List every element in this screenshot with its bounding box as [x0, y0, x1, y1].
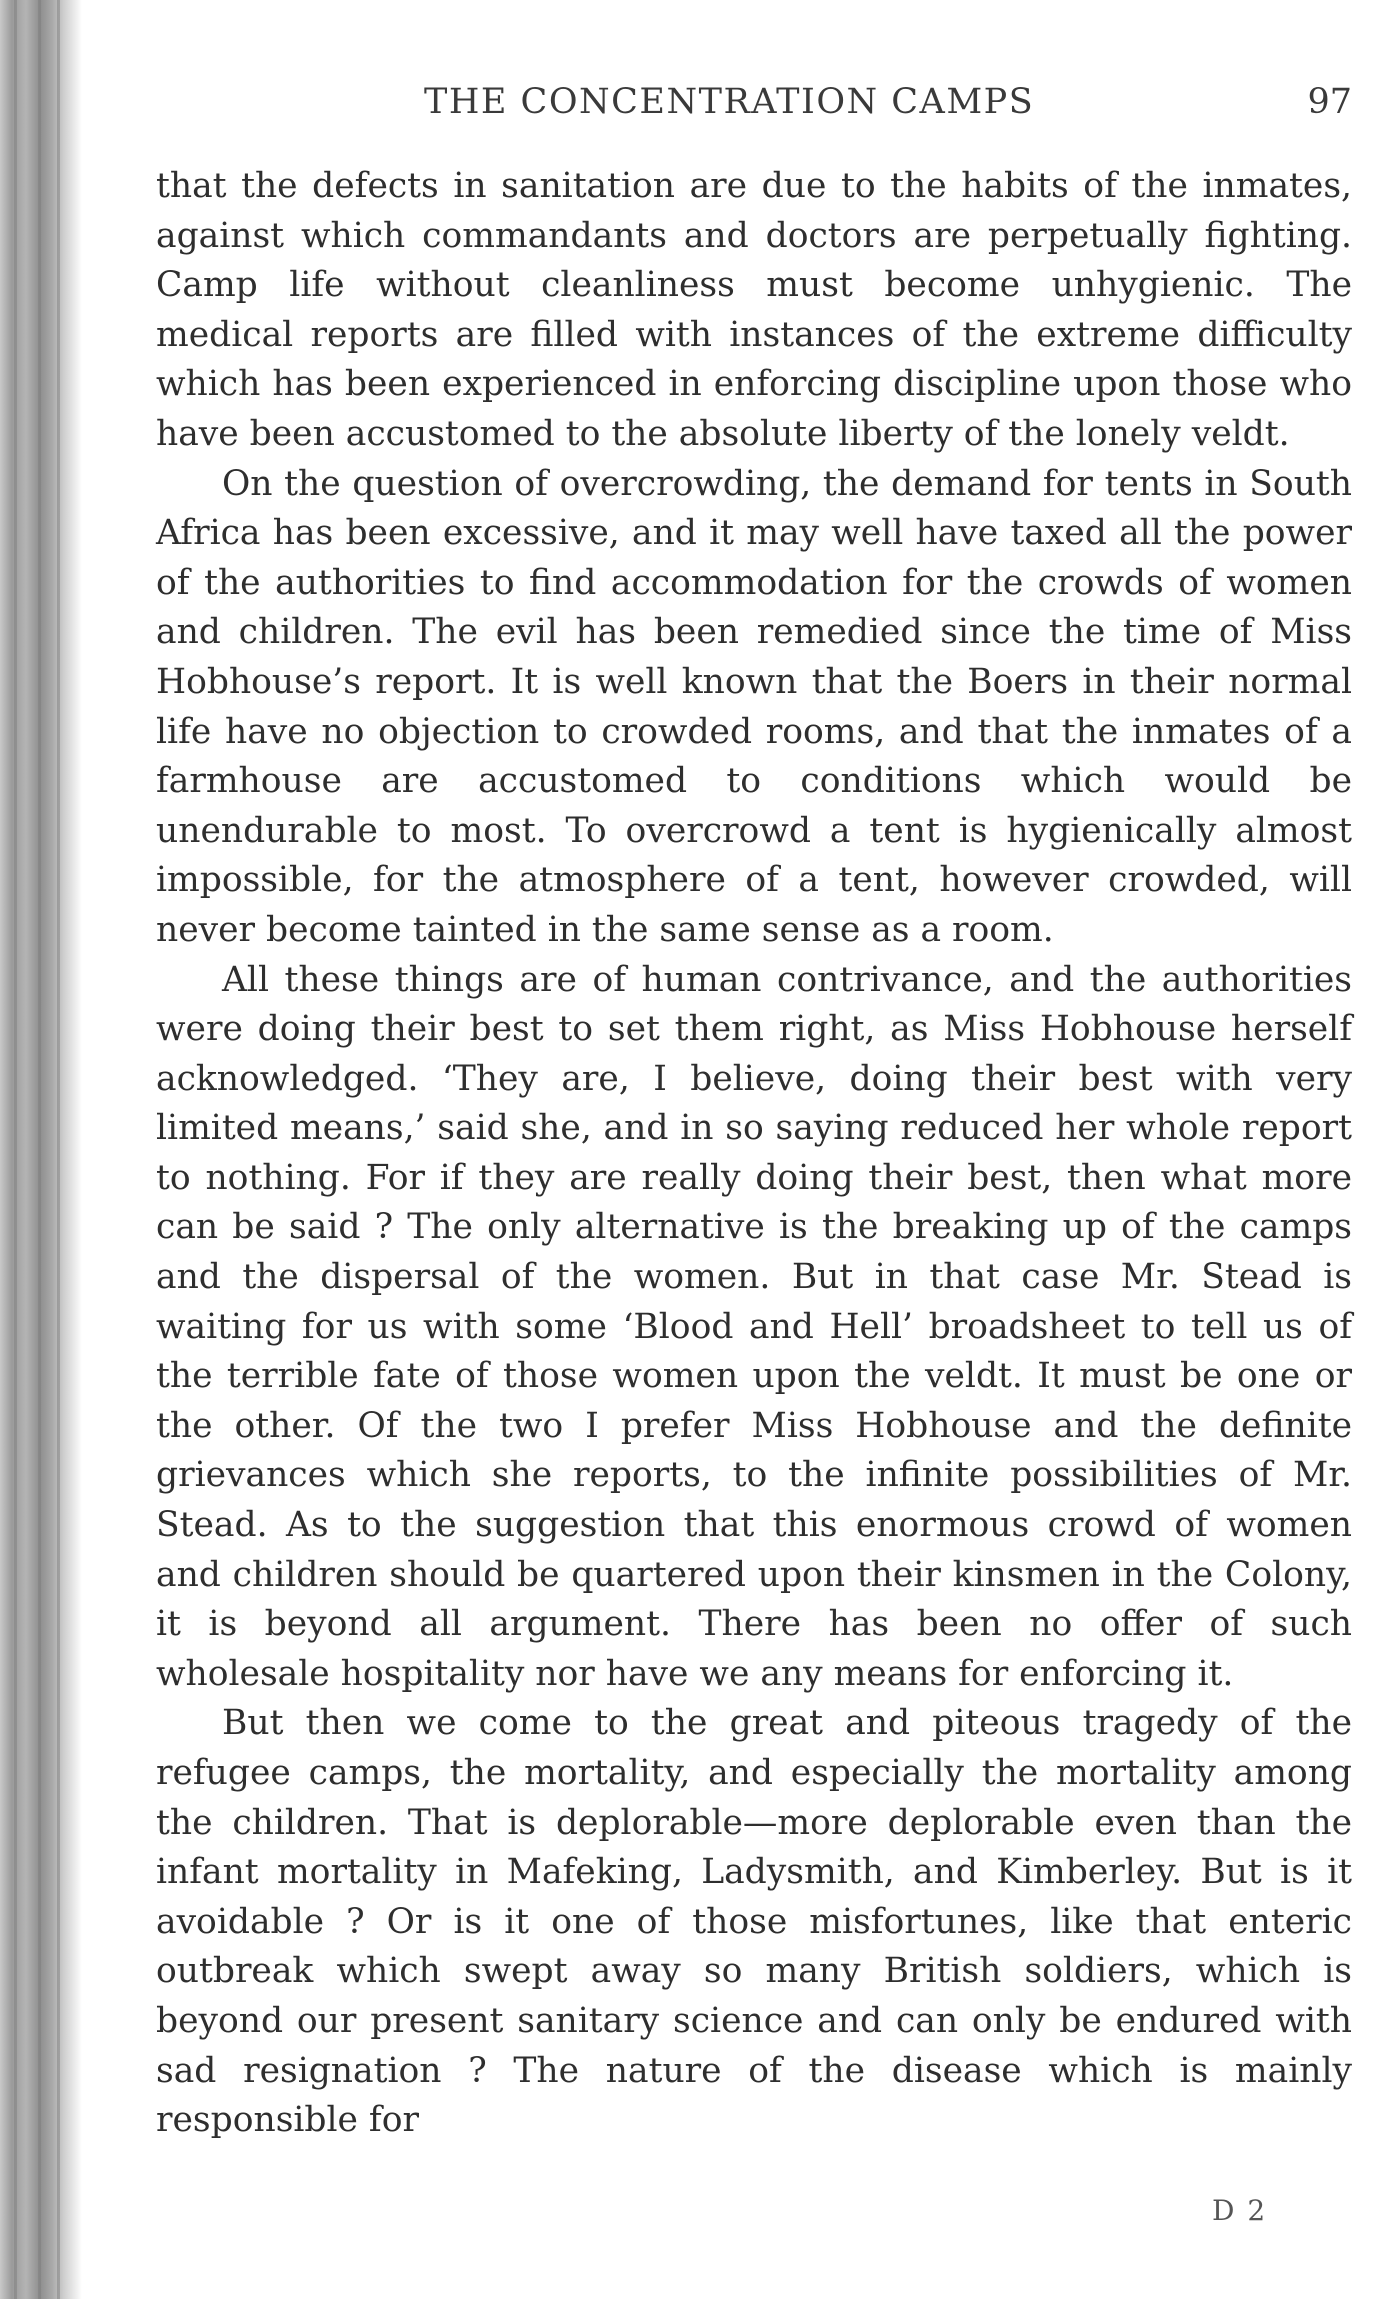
- paragraph: But then we come to the great and piteous tragedy of the refugee camps, the mortality, and especially the mortality among the children. That is deplorable—more deplorable even than the infant mortality in Mafeking, Ladysmith, and Kimberley. But is it avoidable ? Or is it one of those misfortunes, like that enteric outbreak which swept away so many British soldiers, which is beyond our present sanitary science and can only be endured with sad resignation ? The nature of the disease which is mainly responsible for: [156, 1703, 1352, 2141]
- gutter-streak: [38, 0, 41, 2299]
- gutter-streak: [14, 0, 17, 2299]
- paragraph: On the question of overcrowding, the demand for tents in South Africa has been excessive, and it may well have taxed all the power of the authorities to find accommodation for the crowds of women and children. The evil has been remedied since the time of Miss Hobhouse’s report. It is well known that the Boers in their normal life have no objection to crowded rooms, and that the inmates of a farmhouse are accustomed to conditions which would be unendurable to most. To overcrowd a tent is hygienically almost impossible, for the atmosphere of a tent, however crowded, will never become tainted in the same sense as a room.: [156, 463, 1352, 950]
- running-title: THE CONCENTRATION CAMPS: [424, 82, 1035, 122]
- paragraph: that the defects in sanitation are due to the habits of the inmates, against which commandants and doctors are perpetually fighting. Camp life without cleanliness must become unhygienic. The medical reports are filled with instances of the extreme difficulty which has been experienced in enforcing discipline upon those who have been accustomed to the absolute liberty of the lonely veldt.: [156, 166, 1352, 454]
- paragraph: All these things are of human contrivance, and the authorities were doing their best to set them right, as Miss Hobhouse herself acknowledged. ‘They are, I believe, doing their best with very limited means,’ said she, and in so saying reduced her whole report to nothing. For if they are really doing their best, then what more can be said ? The only alternative is the breaking up of the camps and the dispersal of the women. But in that case Mr. Stead is waiting for us with some ‘Blood and Hell’ broadsheet to tell us of the terrible fate of those women upon the veldt. It must be one or the other. Of the two I prefer Miss Hobhouse and the definite grievances which she reports, to the infinite possibilities of Mr. Stead. As to the suggestion that this enormous crowd of women and children should be quartered upon their kinsmen in the Colony, it is beyond all argument. There has been no offer of such wholesale hospitality nor have we any means for enforcing it.: [156, 959, 1352, 1694]
- page-header: [156, 82, 1352, 126]
- signature-mark: D 2: [1212, 2194, 1268, 2227]
- body-text: [156, 162, 1352, 2146]
- gutter-streak: [57, 0, 60, 2299]
- binding-gutter-shadow: [0, 0, 82, 2299]
- page-number: 97: [1307, 82, 1352, 122]
